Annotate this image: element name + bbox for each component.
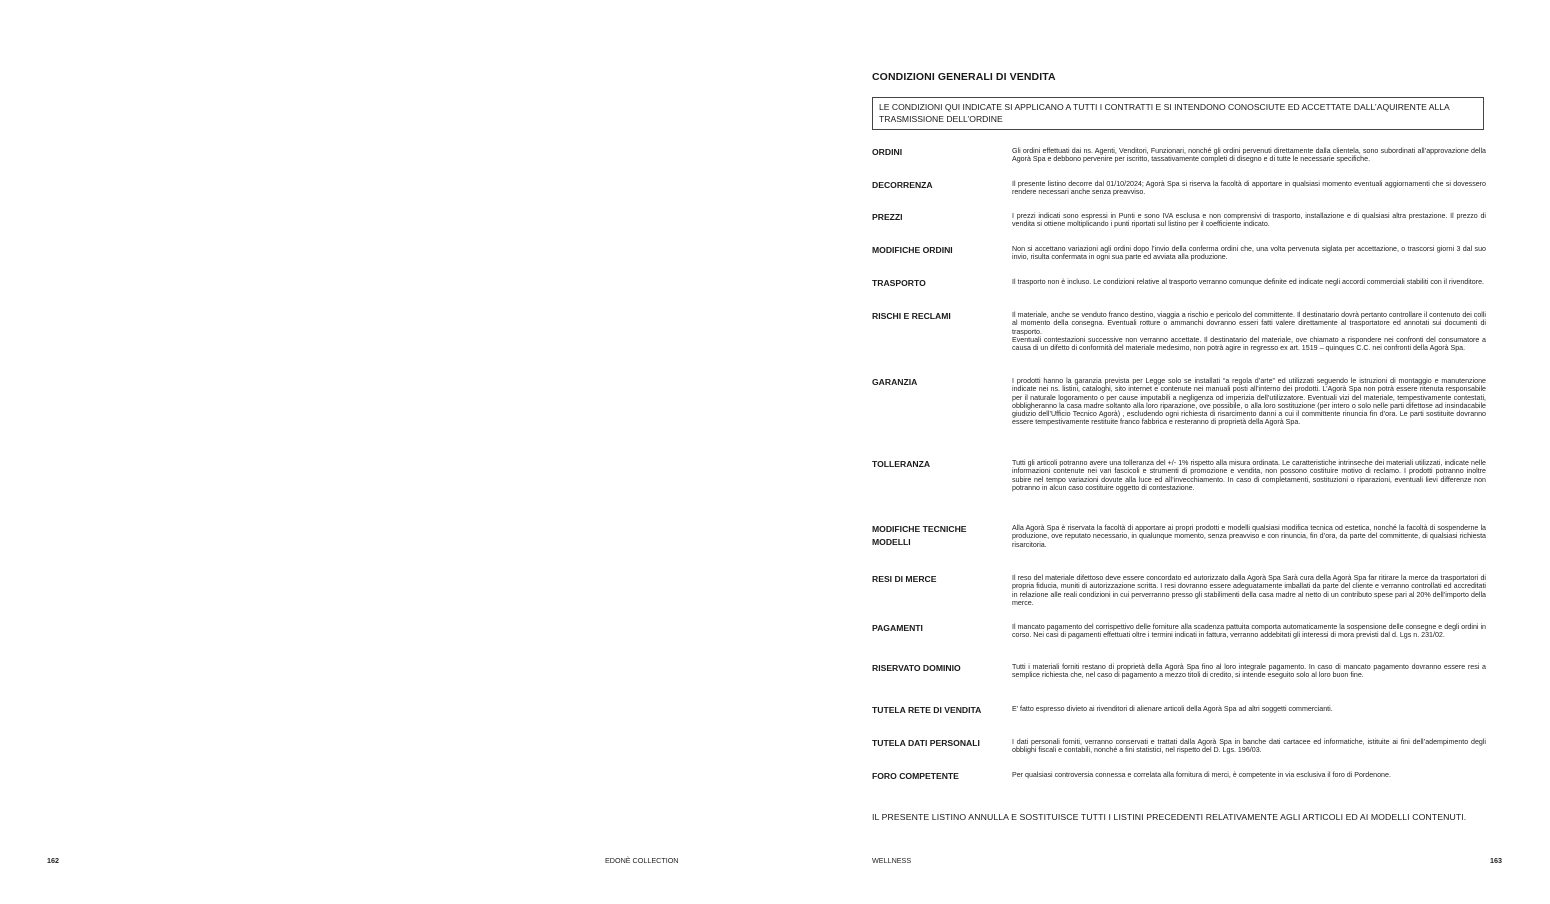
- right-footer-label: WELLNESS: [872, 856, 912, 865]
- section-label: RESI DI MERCE: [872, 574, 937, 584]
- section-text: I prodotti hanno la garanzia prevista per Legge solo se installati “a regola d’arte” ed utilizzati seguendo le istruzioni di montaggio e manutenzione indicate nei ns. listini, cataloghi, sito internet e contenute nei manuali posti all’interno dei prodotti. L’Agorà Spa non potrà essere ritenuta responsabile per il naturale logoramento o per cause imputabili a negligenza od imperizia dell’utilizzatore. Eventuali vizi del materiale, tempestivamente contestati, obbligheranno la casa madre soltanto alla loro riparazione, ove possibile, o alla loro sostituzione (per intero o solo nelle parti difettose ad insindacabile giudizio dell’Ufficio Tecnico Agorà) , escludendo ogni richiesta di risarcimento danni a cui il committente rinuncia fin d’ora. Le parti sostituite dovranno essere tempestivamente restituite franco fabbrica e resteranno di proprietà della Agorà Spa.: [1012, 377, 1486, 427]
- section-label: MODIFICHE TECNICHE MODELLI: [872, 524, 967, 547]
- section-text: Tutti gli articoli potranno avere una tolleranza del +/- 1% rispetto alla misura ordinata. Le caratteristiche intrinseche dei materiali utilizzati, indicate nelle informazioni contenute nei vari fascicoli e strumenti di promozione e vendita, non possono costituire motivo di reclamo. I prodotti potranno inoltre subire nel tempo variazioni dovute alla luce ed all’invecchiamento. In caso di completamenti, sostituzioni o riparazioni, eventuali lievi differenze non potranno in alcun caso costituire oggetto di contestazione.: [1012, 459, 1486, 492]
- section-text: Il mancato pagamento del corrispettivo delle forniture alla scadenza pattuita comporta automaticamente la sospensione delle consegne e degli ordini in corso. Nei casi di pagamenti effettuati oltre i termini indicati in fattura, verranno addebitati gli interessi di mora previsti dal d. Lgs n. 231/02.: [1012, 623, 1486, 640]
- section-label: TUTELA RETE DI VENDITA: [872, 705, 982, 715]
- section-label: RISCHI E RECLAMI: [872, 311, 951, 321]
- section-text: Non si accettano variazioni agli ordini dopo l’invio della conferma ordini che, una volta pervenuta siglata per accettazione, o trascorsi giorni 3 dal suo invio, risulta confermata in ogni sua parte ed avviata alla produzione.: [1012, 245, 1486, 262]
- section-label: TUTELA DATI PERSONALI: [872, 738, 980, 748]
- section-text: I dati personali forniti, verranno conservati e trattati dalla Agorà Spa in banche dati cartacee ed informatiche, istituite ai fini dell’adempimento degli obblighi fiscali e contabili, nonché a fini statistici, nel rispetto del D. Lgs. 196/03.: [1012, 738, 1486, 755]
- section-label: TOLLERANZA: [872, 459, 931, 469]
- section-label: ORDINI: [872, 147, 903, 157]
- section-label: PAGAMENTI: [872, 623, 923, 633]
- section-text: Gli ordini effettuati dai ns. Agenti, Venditori, Funzionari, nonché gli ordini pervenuti direttamente dalla clientela, sono subordinati all’approvazione della Agorà Spa e debbono pervenire per iscritto, tassativamente completi di disegno e di tutte le necessarie specifiche.: [1012, 147, 1486, 164]
- left-footer-label: EDONÈ COLLECTION: [605, 856, 679, 865]
- section-label: DECORRENZA: [872, 180, 933, 190]
- section-text: Il trasporto non è incluso. Le condizioni relative al trasporto verranno comunque definite ed indicate negli accordi commerciali stabiliti con il rivenditore.: [1012, 278, 1484, 286]
- section-text: E’ fatto espresso divieto ai rivenditori di alienare articoli della Agorà Spa ad altri soggetti commercianti.: [1012, 705, 1333, 713]
- section-text: I prezzi indicati sono espressi in Punti e sono IVA esclusa e non comprensivi di trasporto, installazione e di qualsiasi altra prestazione. Il prezzo di vendita si ottiene moltiplicando i punti riportati sul listino per il coefficiente indicato.: [1012, 212, 1486, 229]
- section-text: Il presente listino decorre dal 01/10/2024; Agorà Spa si riserva la facoltà di apportare in qualsiasi momento eventuali aggiornamenti che si dovessero rendere necessari anche senza preavviso.: [1012, 180, 1486, 197]
- section-text: Il reso del materiale difettoso deve essere concordato ed autorizzato dalla Agorà Spa Sarà cura della Agorà Spa far ritirare la merce da trasportatori di propria fiducia, muniti di autorizzazione scritta. I resi dovranno essere adeguatamente imballati da parte del cliente e verranno controllati ed accreditati in relazione alle reali condizioni in cui perverranno presso gli stabilimenti della casa madre al netto di un contributo spese pari al 20% dell’importo della merce.: [1012, 574, 1486, 607]
- section-text: Il materiale, anche se venduto franco destino, viaggia a rischio e pericolo del committente. Il destinatario dovrà pertanto controllare il contenuto dei colli al momento della consegna. Eventuali rotture o ammanchi dovranno esseri fatti valere direttamente al trasportatore ed annotati sui documenti di trasporto. Eventuali contestazioni successive non verranno accettate. Il destinatario del materiale, ove chiamato a rispondere nei confronti del consumatore a causa di un difetto di conformità del materiale medesimo, non potrà agire in regresso ex art. 1519 – quinques C.C. nei confronti della Agorà Spa.: [1012, 311, 1486, 353]
- section-label: PREZZI: [872, 212, 903, 222]
- left-page-number: 162: [47, 856, 59, 865]
- closing-statement: IL PRESENTE LISTINO ANNULLA E SOSTITUISCE TUTTI I LISTINI PRECEDENTI RELATIVAMENTE AGLI ARTICOLI ED AI MODELLI CONTENUTI.: [872, 812, 1467, 822]
- section-text: Per qualsiasi controversia connessa e correlata alla fornitura di merci, è competente in via esclusiva il foro di Pordenone.: [1012, 771, 1391, 779]
- notice-box: LE CONDIZIONI QUI INDICATE SI APPLICANO A TUTTI I CONTRATTI E SI INTENDONO CONOSCIUTE ED ACCETTATE DALL’AQUIRENTE ALLA TRASMISSIONE DELL’ORDINE: [872, 97, 1484, 130]
- section-label: TRASPORTO: [872, 278, 926, 288]
- section-label: RISERVATO DOMINIO: [872, 663, 961, 673]
- section-label: MODIFICHE ORDINI: [872, 245, 953, 255]
- section-label: FORO COMPETENTE: [872, 771, 959, 781]
- right-page-number: 163: [1490, 856, 1502, 865]
- section-label: GARANZIA: [872, 377, 918, 387]
- section-text: Alla Agorà Spa è riservata la facoltà di apportare ai propri prodotti e modelli qualsiasi modifica tecnica od estetica, nonché la facoltà di sospenderne la produzione, ove reputato necessario, in qualunque momento, senza preavviso e con rinuncia, fin d’ora, da parte del committente, di qualsiasi richiesta risarcitoria.: [1012, 524, 1486, 549]
- page-title: CONDIZIONI GENERALI DI VENDITA: [872, 71, 1056, 83]
- section-text: Tutti i materiali forniti restano di proprietà della Agorà Spa fino al loro integrale pagamento. In caso di mancato pagamento dovranno essere resi a semplice richiesta che, nel caso di pagamento a mezzo titoli di credito, si intende eseguito solo al loro buon fine.: [1012, 663, 1486, 680]
